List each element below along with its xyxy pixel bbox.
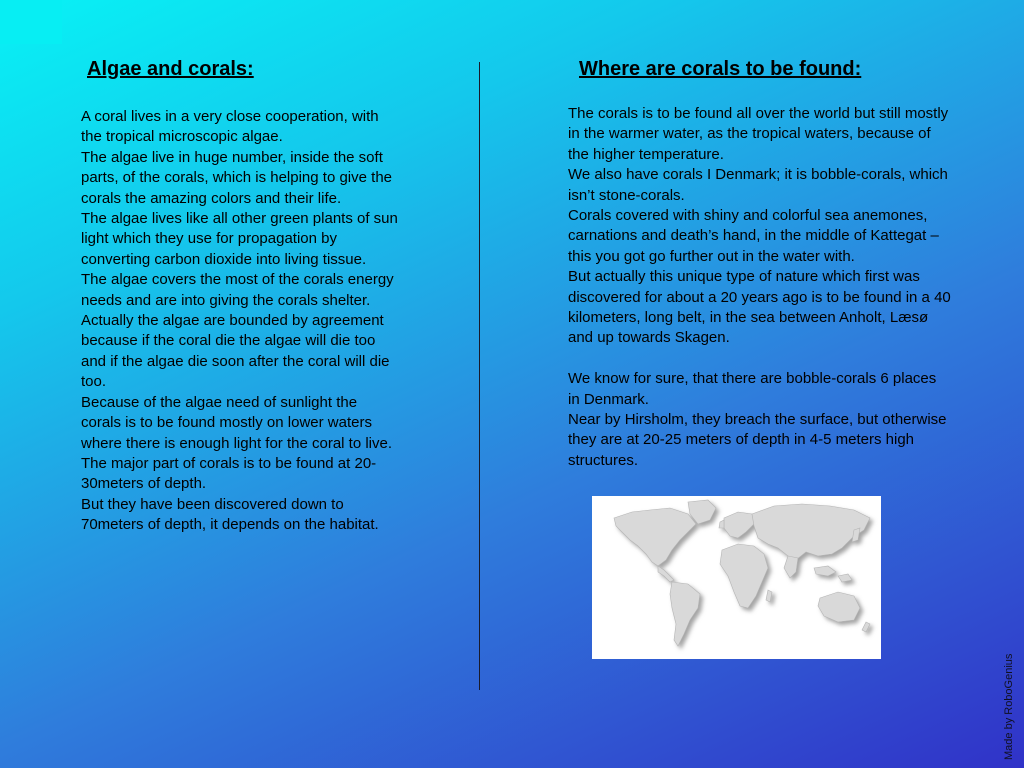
right-paragraph: The corals is to be found all over the world but still mostly in the warmer water, as the tropical waters, because of the higher temperature. bbox=[568, 105, 949, 163]
left-paragraph: But they have been discovered down to 70meters of depth, it depends on the habitat. bbox=[81, 495, 379, 534]
credit-text: Made by RoboGenius bbox=[1003, 653, 1015, 760]
left-paragraph: A coral lives in a very close cooperation, with the tropical microscopic algae. bbox=[81, 108, 379, 146]
world-map-icon bbox=[592, 496, 881, 659]
left-column-title: Algae and corals: bbox=[87, 58, 254, 80]
left-paragraph: The algae covers the most of the corals energy needs and are into giving the corals shelter. bbox=[81, 271, 394, 309]
right-paragraph: We know for sure, that there are bobble-corals 6 places in Denmark. bbox=[568, 370, 937, 408]
left-column-text bbox=[81, 107, 399, 536]
column-divider bbox=[479, 62, 480, 690]
world-map-image bbox=[592, 496, 881, 659]
right-paragraph: Near by Hirsholm, they breach the surface, but otherwise they are at 20-25 meters of depth in 4-5 meters high structures. bbox=[568, 411, 947, 469]
left-paragraph: The algae lives like all other green plants of sun light which they use for propagation by converting carbon dioxide into living tissue. bbox=[81, 210, 398, 268]
left-paragraph: Because of the algae need of sunlight the corals is to be found mostly on lower waters where there is enough light for the coral to live. bbox=[81, 393, 393, 452]
left-paragraph: Actually the algae are bounded by agreement because if the coral die the algae will die too and if the algae die soon after the coral will die too. bbox=[81, 312, 390, 391]
right-column-text bbox=[568, 104, 952, 471]
right-paragraph: We also have corals I Denmark; it is bobble-corals, which isn’t stone-corals. bbox=[568, 166, 948, 204]
left-paragraph: The major part of corals is to be found at 20-30meters of depth. bbox=[81, 454, 377, 493]
right-paragraph: But actually this unique type of nature which first was discovered for about a 20 years ago is to be found in a 40 kilometers, long belt, in the sea between Anholt, Læsø and up towards Skagen. bbox=[568, 268, 951, 347]
corner-square bbox=[0, 0, 62, 44]
left-paragraph: The algae live in huge number, inside the soft parts, of the corals, which is helping to give the corals the amazing colors and their life. bbox=[81, 148, 393, 207]
paragraph-gap bbox=[568, 349, 952, 369]
right-paragraph: Corals covered with shiny and colorful sea anemones, carnations and death’s hand, in the middle of Kattegat – this you got go further out in the water with. bbox=[568, 207, 939, 265]
right-column-title: Where are corals to be found: bbox=[579, 58, 862, 80]
